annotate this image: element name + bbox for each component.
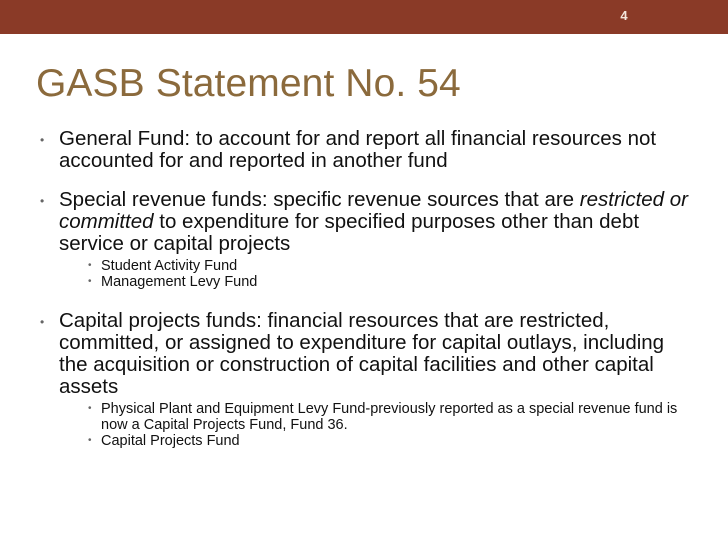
slide-content <box>36 128 696 466</box>
bullet-icon: • <box>40 315 45 329</box>
header-bar <box>0 0 728 34</box>
sub-bullet-list <box>59 401 696 449</box>
bullet-text-italic: restricted or committed <box>59 188 689 233</box>
bullet-general-fund <box>36 128 696 172</box>
bullet-text <box>59 189 696 255</box>
bullet-capital-projects-funds <box>36 310 696 449</box>
sub-bullet-icon: • <box>88 403 92 414</box>
sub-bullet-icon: • <box>88 276 92 287</box>
bullet-text: General Fund: to account for and report all financial resources not accounted for and reported in another fund <box>59 127 657 172</box>
sub-bullet-icon: • <box>88 260 92 271</box>
sub-bullet-item <box>59 401 696 433</box>
sub-bullet-item <box>59 274 696 290</box>
bullet-text-start: Special revenue funds: specific revenue sources that are <box>59 188 580 211</box>
bullet-special-revenue-funds <box>36 189 696 290</box>
bullet-icon: • <box>40 133 45 147</box>
sub-bullet-text: Capital Projects Fund <box>101 433 240 449</box>
slide-number: 4 <box>620 8 628 23</box>
bullet-text: Capital projects funds: financial resources that are restricted, committed, or assigned to expenditure for capital outlays, including the acquisition or construction of capital facilities and other capital assets <box>59 309 665 398</box>
sub-bullet-list <box>59 258 696 290</box>
sub-bullet-text: Management Levy Fund <box>101 274 258 290</box>
bullet-text-end: to expenditure for specified purposes other than debt service or capital projects <box>59 210 640 255</box>
bullet-icon: • <box>40 194 45 208</box>
sub-bullet-item <box>59 433 696 449</box>
slide-title: GASB Statement No. 54 <box>36 62 461 105</box>
sub-bullet-text: Physical Plant and Equipment Levy Fund-previously reported as a special revenue fund is now a Capital Projects Fund, Fund 36. <box>101 401 678 433</box>
sub-bullet-text: Student Activity Fund <box>101 258 238 274</box>
sub-bullet-item <box>59 258 696 274</box>
sub-bullet-icon: • <box>88 435 92 446</box>
